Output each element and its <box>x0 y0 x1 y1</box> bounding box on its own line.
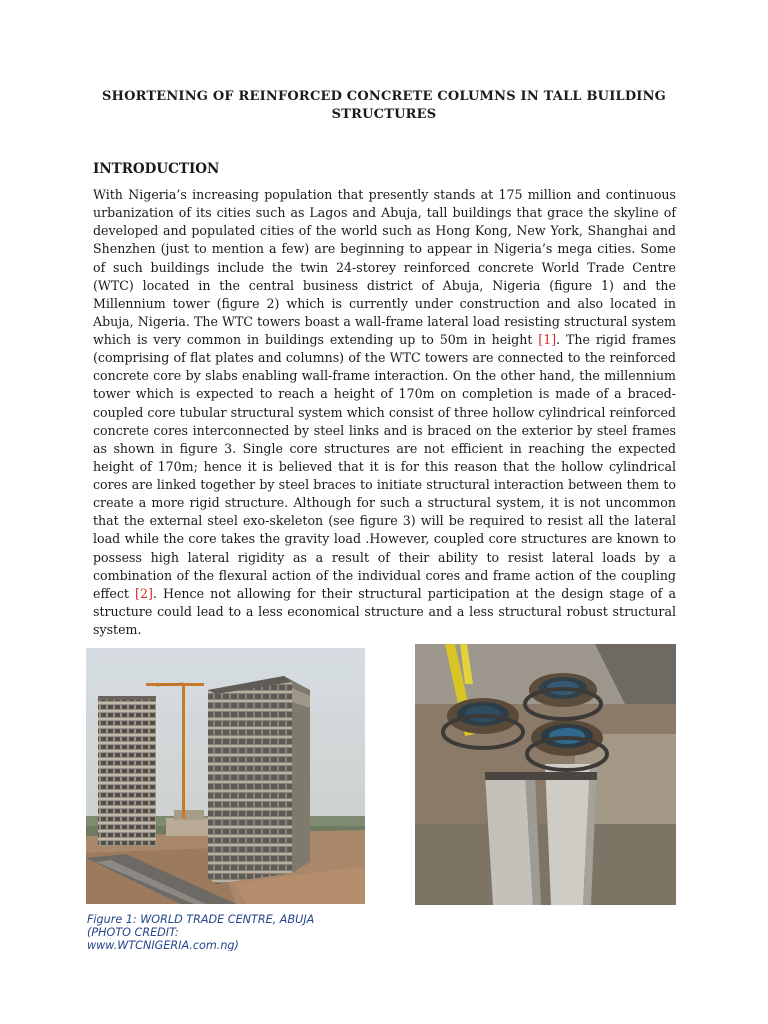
paragraph-text-part3: . Hence not allowing for their structural participation at the design stage of a structure could lead to a less economical structure and a less structural robust structural system. <box>93 585 676 637</box>
citation-ref-1[interactable]: [1] <box>538 332 557 347</box>
paragraph-text-part1: With Nigeria’s increasing population that presently stands at 175 million and continuous urbanization of its cities such as Lagos and Abuja, tall buildings that grace the skyline of developed and populated cities of the world such as Hong Kong, New York, Shanghai and Shenzhen (just to mention a few) are beginning to appear in Nigeria’s mega cities. Some of such buildings include the twin 24-storey reinforced concrete World Trade Centre (WTC) located in the central business district of Abuja, Nigeria (figure 1) and the Millennium tower (figure 2) which is currently under construction and also located in Abuja, Nigeria. The WTC towers boast a wall-frame lateral load resisting structural system which is very common in buildings extending up to 50m in height <box>93 187 676 347</box>
figure-2-millennium-tower-photo <box>415 644 676 905</box>
citation-ref-2[interactable]: [2] <box>135 585 153 601</box>
figure-1-wtc-photo <box>86 648 365 904</box>
paragraph-text-part2: . The rigid frames (comprising of flat plates and columns) of the WTC towers are connected to the reinforced concrete core by slabs enabling wall-frame interaction. On the other hand, the millennium tower which is expected to reach a height of 170m on completion is made of a braced-coupled core tubular structural system which consist of three hollow cylindrical reinforced concrete cores interconnected by steel links and is braced on the exterior by steel frames as shown in figure 3. Single core structures are not efficient in reaching the expected height of 170m; hence it is believed that it is for this reason that the hollow cylindrical cores are linked together by steel braces to initiate structural interaction between them to create a more rigid structure. Although for such a structural system, it is not uncommon that the external steel exo-skeleton (see figure 3) will be required to resist all the lateral load while the core takes the gravity load .However, coupled core structures are known to possess high lateral rigidity as a result of their ability to resist lateral loads by a combination of the flexural action of the individual cores and frame action of the coupling effect <box>93 332 676 601</box>
section-heading-introduction: INTRODUCTION <box>93 161 220 177</box>
figure-1-caption-line1: Figure 1: WORLD TRADE CENTRE, ABUJA <box>87 913 315 926</box>
figure-1-caption-line2: (PHOTO CREDIT: <box>87 926 179 939</box>
figure-1-caption-link[interactable]: www.WTCNIGERIA.com.ng) <box>87 939 239 951</box>
figure-1-caption <box>87 913 357 951</box>
introduction-paragraph <box>93 186 676 639</box>
paper-title: SHORTENING OF REINFORCED CONCRETE COLUMNS IN TALL BUILDING STRUCTURES <box>102 89 666 122</box>
